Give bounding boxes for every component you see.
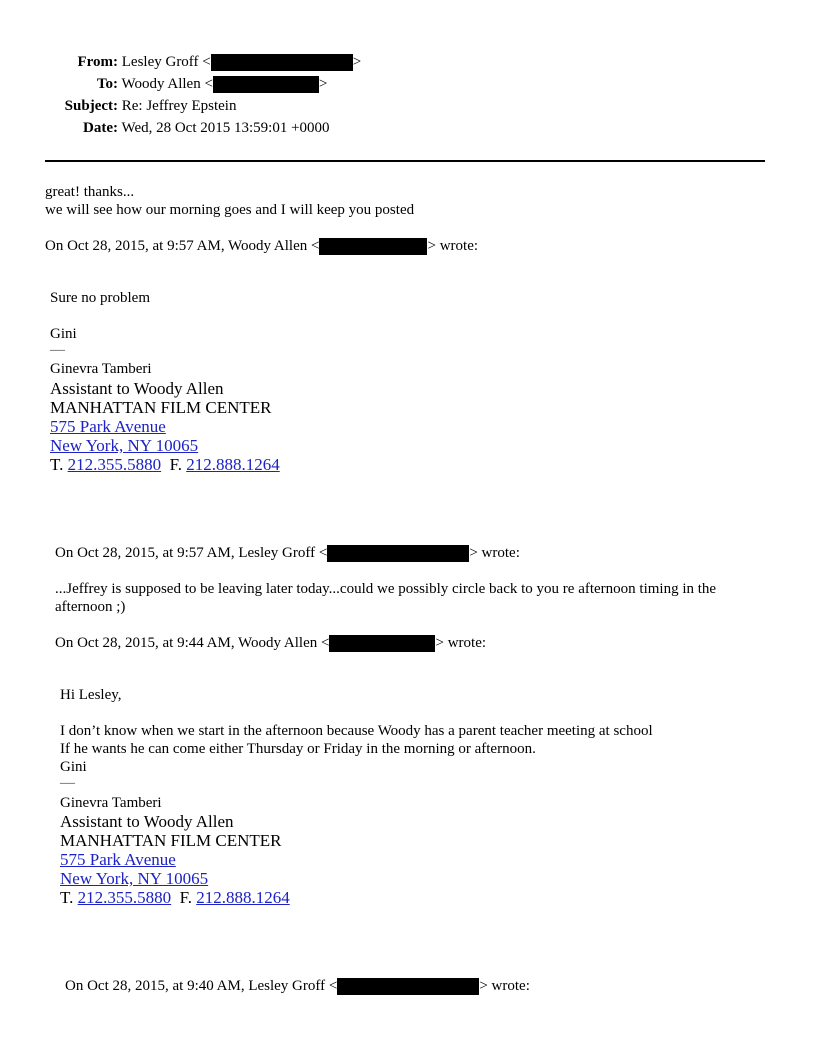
sig-title: Assistant to Woody Allen: [60, 812, 234, 831]
sig-title: Assistant to Woody Allen: [50, 379, 224, 398]
date-value: Wed, 28 Oct 2015 13:59:01 +0000: [121, 120, 330, 136]
date-label: Date:: [83, 120, 118, 136]
header-date-row: [8, 120, 330, 137]
quote-text: Sure no problem: [50, 290, 150, 306]
header-to-row: To: Woody Allen < >: [8, 76, 327, 93]
redacted-email: [327, 545, 469, 562]
phone-link[interactable]: 212.355.5880: [77, 888, 172, 907]
address-link[interactable]: 575 Park Avenue: [60, 850, 176, 869]
sig-name: Ginevra Tamberi: [50, 361, 152, 377]
sig-phones: T. 212.355.5880 F. 212.888.1264: [60, 888, 290, 907]
redacted-email: [211, 54, 353, 71]
quote-text: If he wants he can come either Thursday or Friday in the morning or afternoon.: [60, 741, 536, 757]
sig-company: MANHATTAN FILM CENTER: [60, 831, 282, 850]
quote-header: On Oct 28, 2015, at 9:57 AM, Woody Allen < > wrote:: [45, 238, 479, 254]
quote-header: On Oct 28, 2015, at 9:44 AM, Woody Allen < > wrote:: [55, 635, 487, 651]
sig-company: MANHATTAN FILM CENTER: [50, 398, 272, 417]
sig-dash: —: [60, 775, 75, 791]
sig-phones: T. 212.355.5880 F. 212.888.1264: [50, 455, 280, 474]
redacted-email: [329, 635, 435, 652]
header-divider: [45, 160, 765, 162]
city-link[interactable]: New York, NY 10065: [50, 436, 199, 455]
city-link[interactable]: New York, NY 10065: [60, 869, 209, 888]
quote-header: On Oct 28, 2015, at 9:40 AM, Lesley Groff < > wrote:: [65, 978, 530, 994]
subject-label: Subject:: [64, 98, 118, 114]
body-line: we will see how our morning goes and I will keep you posted: [45, 202, 415, 218]
quote-greeting: Hi Lesley,: [60, 687, 122, 703]
quote-text: I don’t know when we start in the afternoon because Woody has a parent teacher meeting at school: [60, 723, 653, 739]
phone-link[interactable]: 212.355.5880: [67, 455, 162, 474]
redacted-email: [319, 238, 427, 255]
quote-sign: Gini: [50, 326, 77, 342]
header-from-row: From: Lesley Groff < >: [8, 54, 361, 71]
sig-dash: —: [50, 342, 65, 358]
address-link[interactable]: 575 Park Avenue: [50, 417, 166, 436]
quote-text: ...Jeffrey is supposed to be leaving later today...could we possibly circle back to you re afternoon timing in the: [55, 581, 717, 597]
body-line: great! thanks...: [45, 184, 135, 200]
quote-text: afternoon ;): [55, 599, 126, 615]
from-label: From:: [77, 54, 118, 70]
from-name: Lesley Groff: [121, 54, 199, 70]
sig-name: Ginevra Tamberi: [60, 795, 162, 811]
to-label: To:: [96, 76, 118, 92]
quote-header: On Oct 28, 2015, at 9:57 AM, Lesley Groff < > wrote:: [55, 545, 520, 561]
quote-sign: Gini: [60, 759, 87, 775]
subject-value: Re: Jeffrey Epstein: [121, 98, 237, 114]
redacted-email: [337, 978, 479, 995]
header-subject-row: [8, 98, 236, 115]
fax-link[interactable]: 212.888.1264: [186, 455, 280, 474]
redacted-email: [213, 76, 319, 93]
to-name: Woody Allen: [121, 76, 201, 92]
fax-link[interactable]: 212.888.1264: [196, 888, 290, 907]
